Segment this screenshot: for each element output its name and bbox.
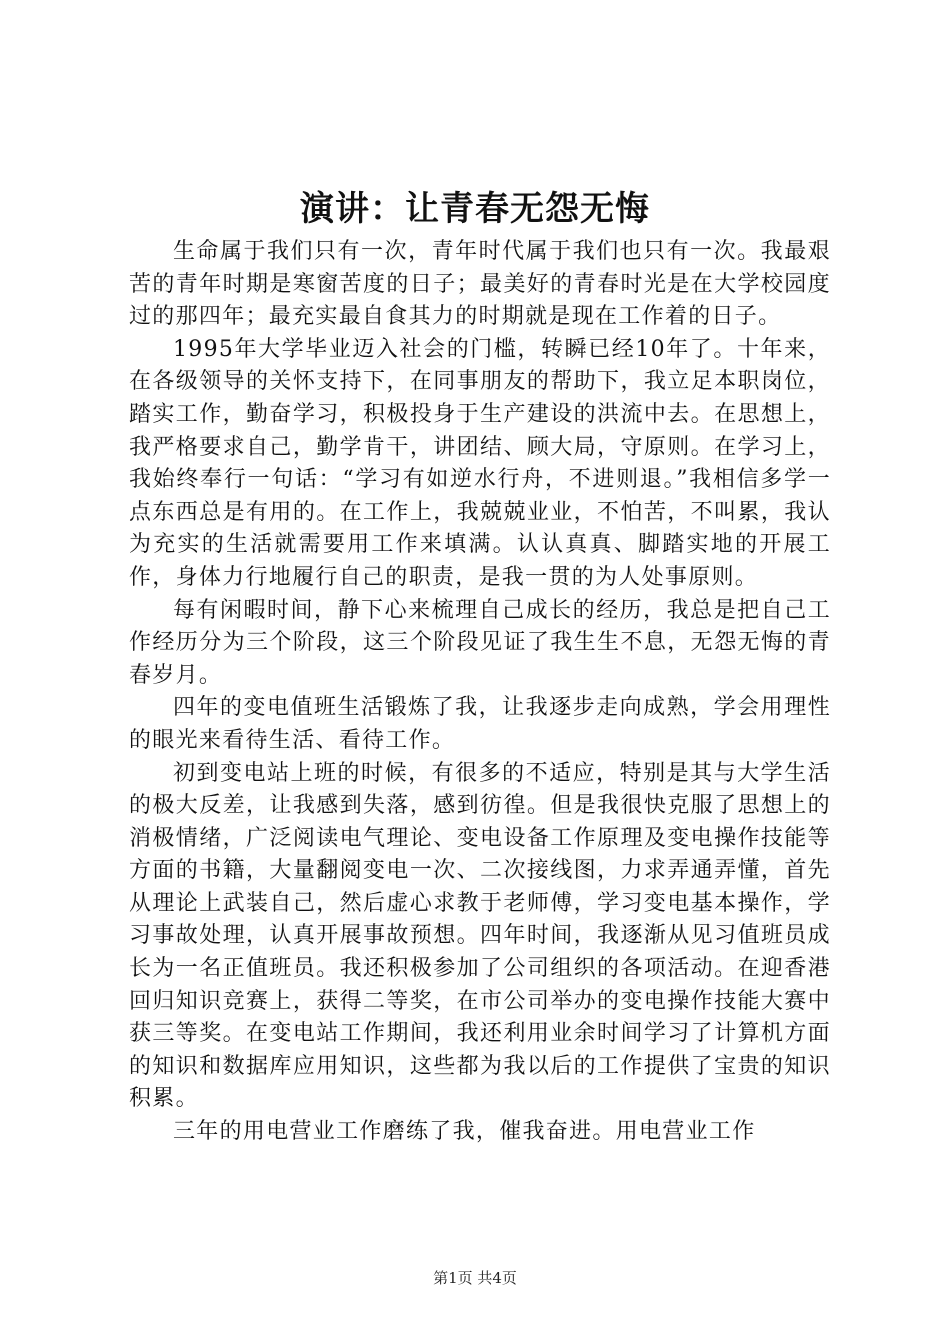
document-body xyxy=(129,236,831,1149)
paragraph: 初到变电站上班的时候，有很多的不适应，特别是其与大学生活的极大反差，让我感到失落，感到彷徨。但是我很快克服了思想上的消极情绪，广泛阅读电气理论、变电设备工作原理及变电操作技能等方面的书籍，大量翻阅变电一次、二次接线图，力求弄通弄懂，首先从理论上武装自己，然后虚心求教于老师傅，学习变电基本操作，学习事故处理，认真开展事故预想。四年时间，我逐渐从见习值班员成长为一名正值班员。我还积极参加了公司组织的各项活动。在迎香港回归知识竞赛上，获得二等奖，在市公司举办的变电操作技能大赛中获三等奖。在变电站工作期间，我还利用业余时间学习了计算机方面的知识和数据库应用知识，这些都为我以后的工作提供了宝贵的知识积累。 xyxy=(129,760,831,1112)
paragraph: 四年的变电值班生活锻炼了我，让我逐步走向成熟，学会用理性的眼光来看待生活、看待工作。 xyxy=(129,695,831,753)
paragraph: 三年的用电营业工作磨练了我，催我奋进。用电营业工作 xyxy=(173,1119,756,1145)
paragraph: 1995年大学毕业迈入社会的门槛，转瞬已经10年了。十年来，在各级领导的关怀支持下，在同事朋友的帮助下，我立足本职岗位，踏实工作，勤奋学习，积极投身于生产建设的洪流中去。在思想上，我严格要求自己，勤学肯干，讲团结、顾大局，守原则。在学习上，我始终奉行一句话：“学习有如逆水行舟，不进则退。”我相信多学一点东西总是有用的。在工作上，我兢兢业业，不怕苦，不叫累，我认为充实的生活就需要用工作来填满。认认真真、脚踏实地的开展工作，身体力行地履行自己的职责，是我一贯的为人处事原则。 xyxy=(129,336,831,590)
paragraph: 每有闲暇时间，静下心来梳理自己成长的经历，我总是把自己工作经历分为三个阶段，这三个阶段见证了我生生不息，无怨无悔的青春岁月。 xyxy=(129,597,831,688)
document-title: 演讲：让青春无怨无悔 xyxy=(300,189,650,229)
page-number-footer: 第1页 共4页 xyxy=(433,1269,517,1287)
paragraph: 生命属于我们只有一次，青年时代属于我们也只有一次。我最艰苦的青年时期是寒窗苦度的日子；最美好的青春时光是在大学校园度过的那四年；最充实最自食其力的时期就是现在工作着的日子。 xyxy=(129,239,831,330)
